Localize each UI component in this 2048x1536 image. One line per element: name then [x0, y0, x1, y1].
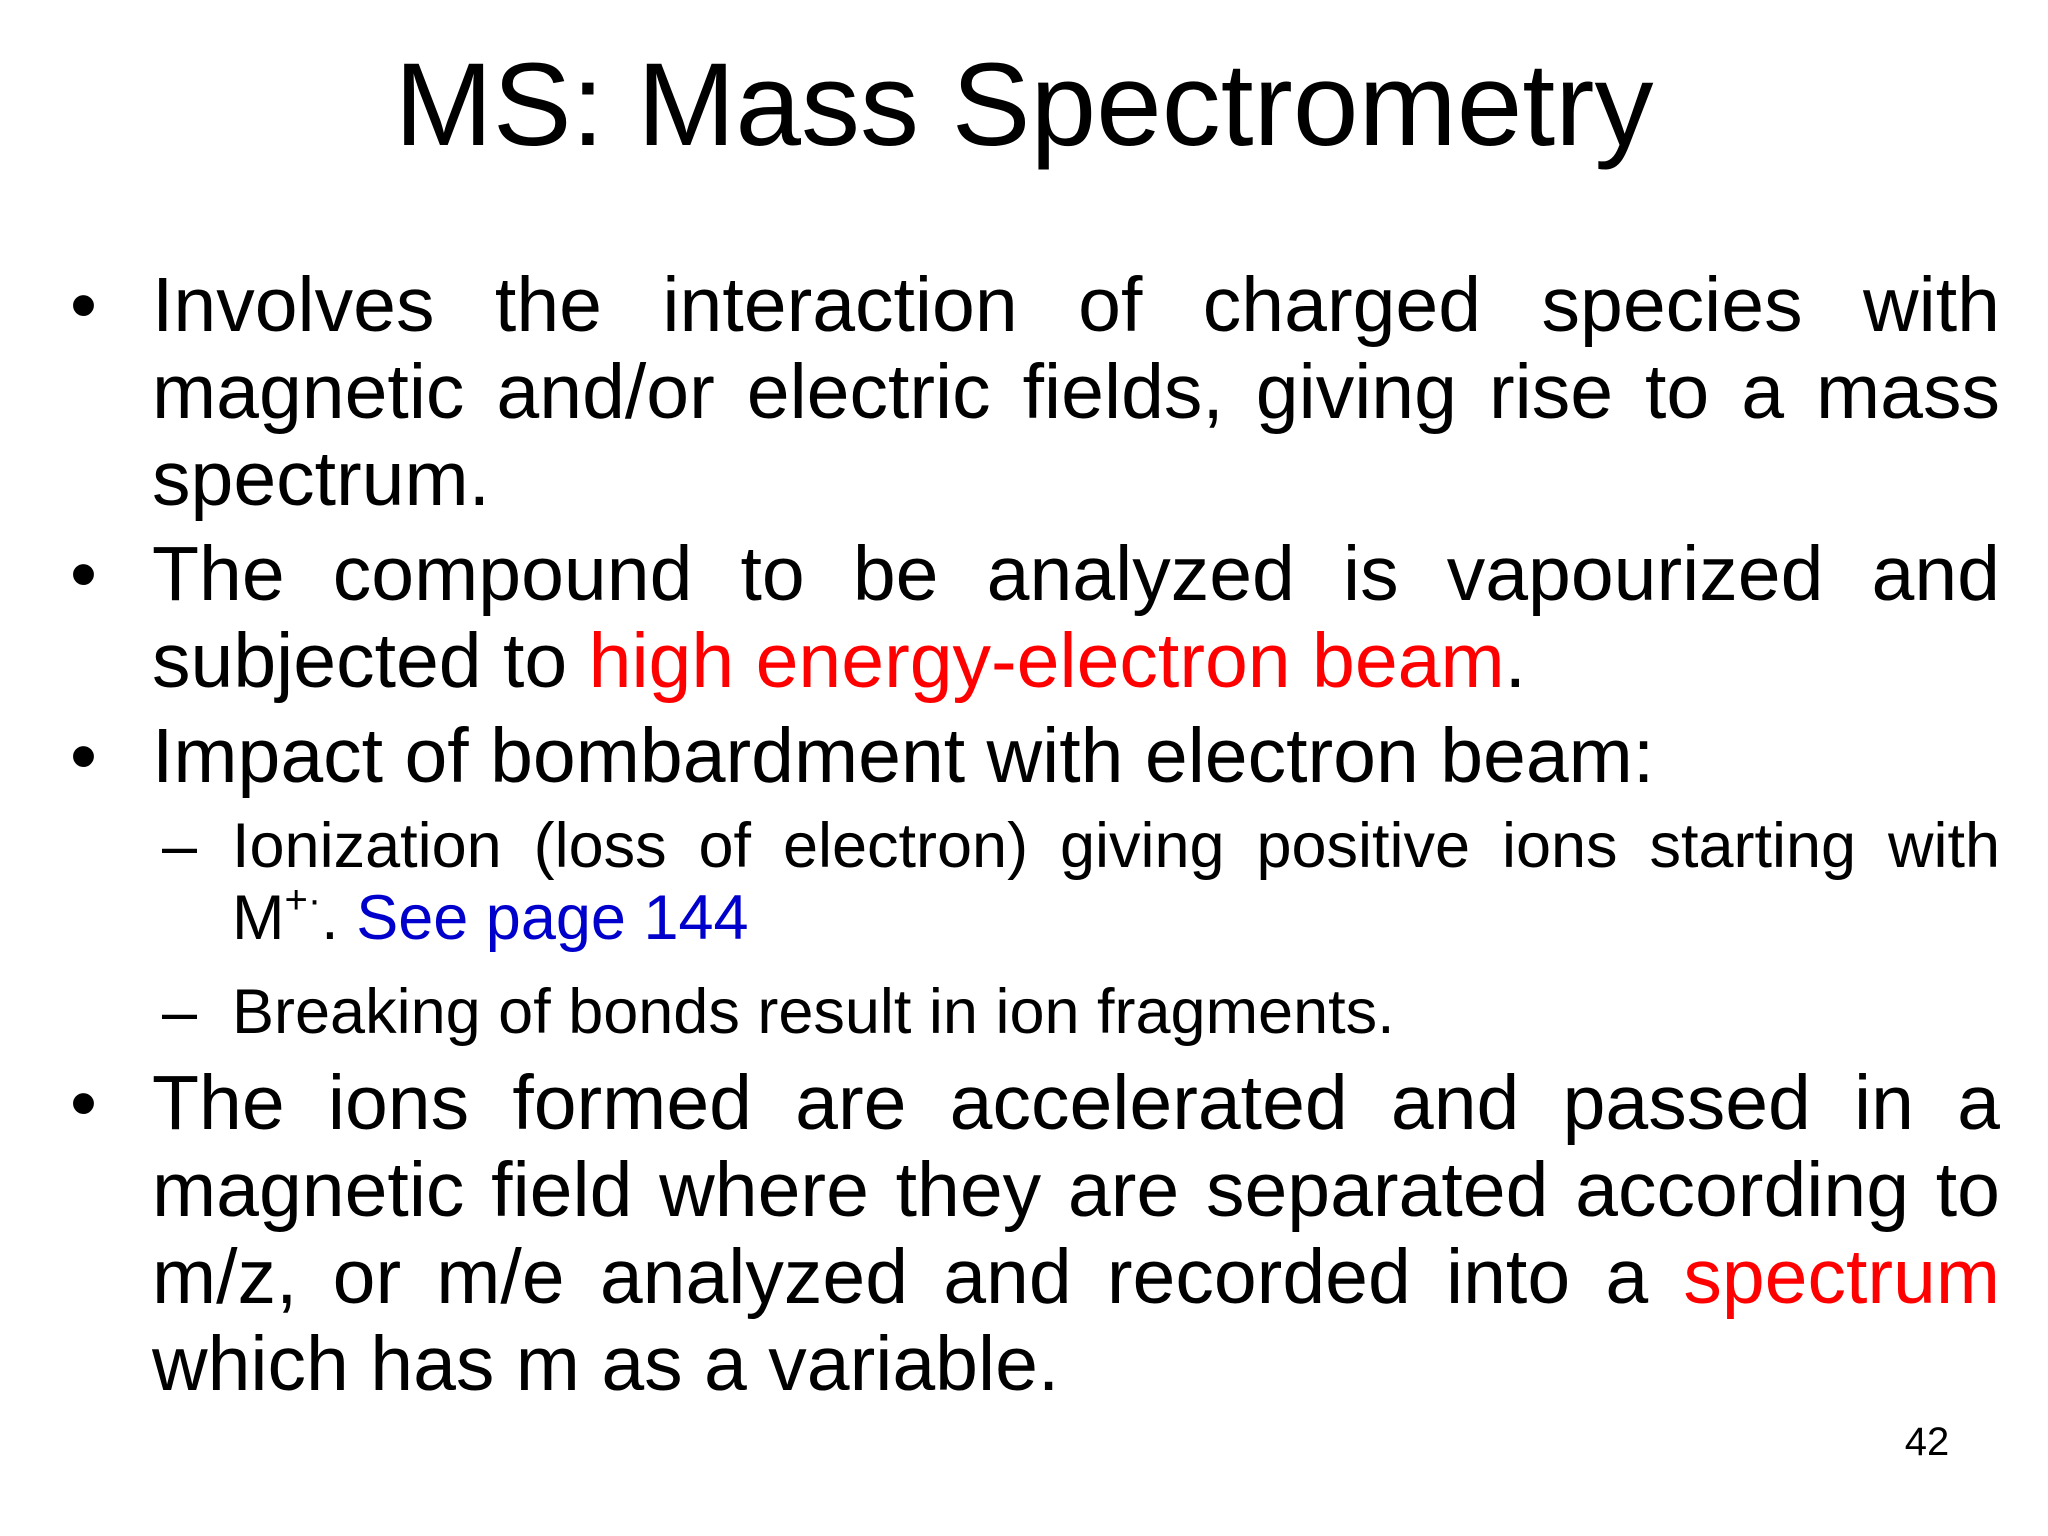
sub-bullet-item-fragments: [162, 976, 2000, 1048]
bullet-icon: •: [70, 1060, 97, 1146]
sub-bullet-text: Ionization (loss of electron) giving positive ions starting with M: [232, 811, 2000, 953]
bullet-text-end: which has m as a variable.: [152, 1321, 1060, 1407]
bullet-icon: •: [70, 531, 97, 617]
sub-bullet-item-ionization: [162, 810, 2000, 962]
bullet-icon: •: [70, 262, 97, 348]
bullet-icon: •: [70, 713, 97, 799]
bullet-text: Impact of bombardment with electron beam:: [152, 713, 1655, 799]
sub-bullet-punctuation: .: [321, 883, 357, 953]
page-number: 42: [1904, 1420, 1950, 1464]
bullet-item-vapourized: [70, 531, 2000, 705]
sub-bullet-text: Breaking of bonds result in ion fragments.: [232, 977, 1395, 1047]
bullet-item-spectrum: [70, 1060, 2000, 1408]
bullet-text: The ions formed are accelerated and passed in a magnetic field where they are separated according to m/z, or m/e analyzed and recorded into a: [152, 1060, 2000, 1320]
dash-icon: –: [162, 977, 198, 1047]
bullet-item-impact: [70, 713, 2000, 800]
highlighted-phrase: high energy-electron beam: [588, 618, 1505, 704]
see-page-link[interactable]: See page 144: [356, 883, 749, 953]
highlighted-word: spectrum: [1683, 1234, 2000, 1320]
bullet-text-end: .: [1504, 618, 1527, 704]
bullet-text: The compound to be analyzed is vapourized and subjected to: [152, 531, 2000, 704]
slide-title: MS: Mass Spectrometry: [394, 39, 1654, 171]
bullet-text: Involves the interaction of charged species with magnetic and/or electric fields, giving rise to a mass spectrum.: [152, 262, 2000, 522]
bullet-list: [70, 262, 2000, 1408]
dash-icon: –: [162, 811, 198, 881]
molecular-ion-superscript: +·: [284, 878, 322, 922]
sub-bullet-list: [162, 810, 2000, 1048]
bullet-item-interaction: [70, 262, 2000, 523]
